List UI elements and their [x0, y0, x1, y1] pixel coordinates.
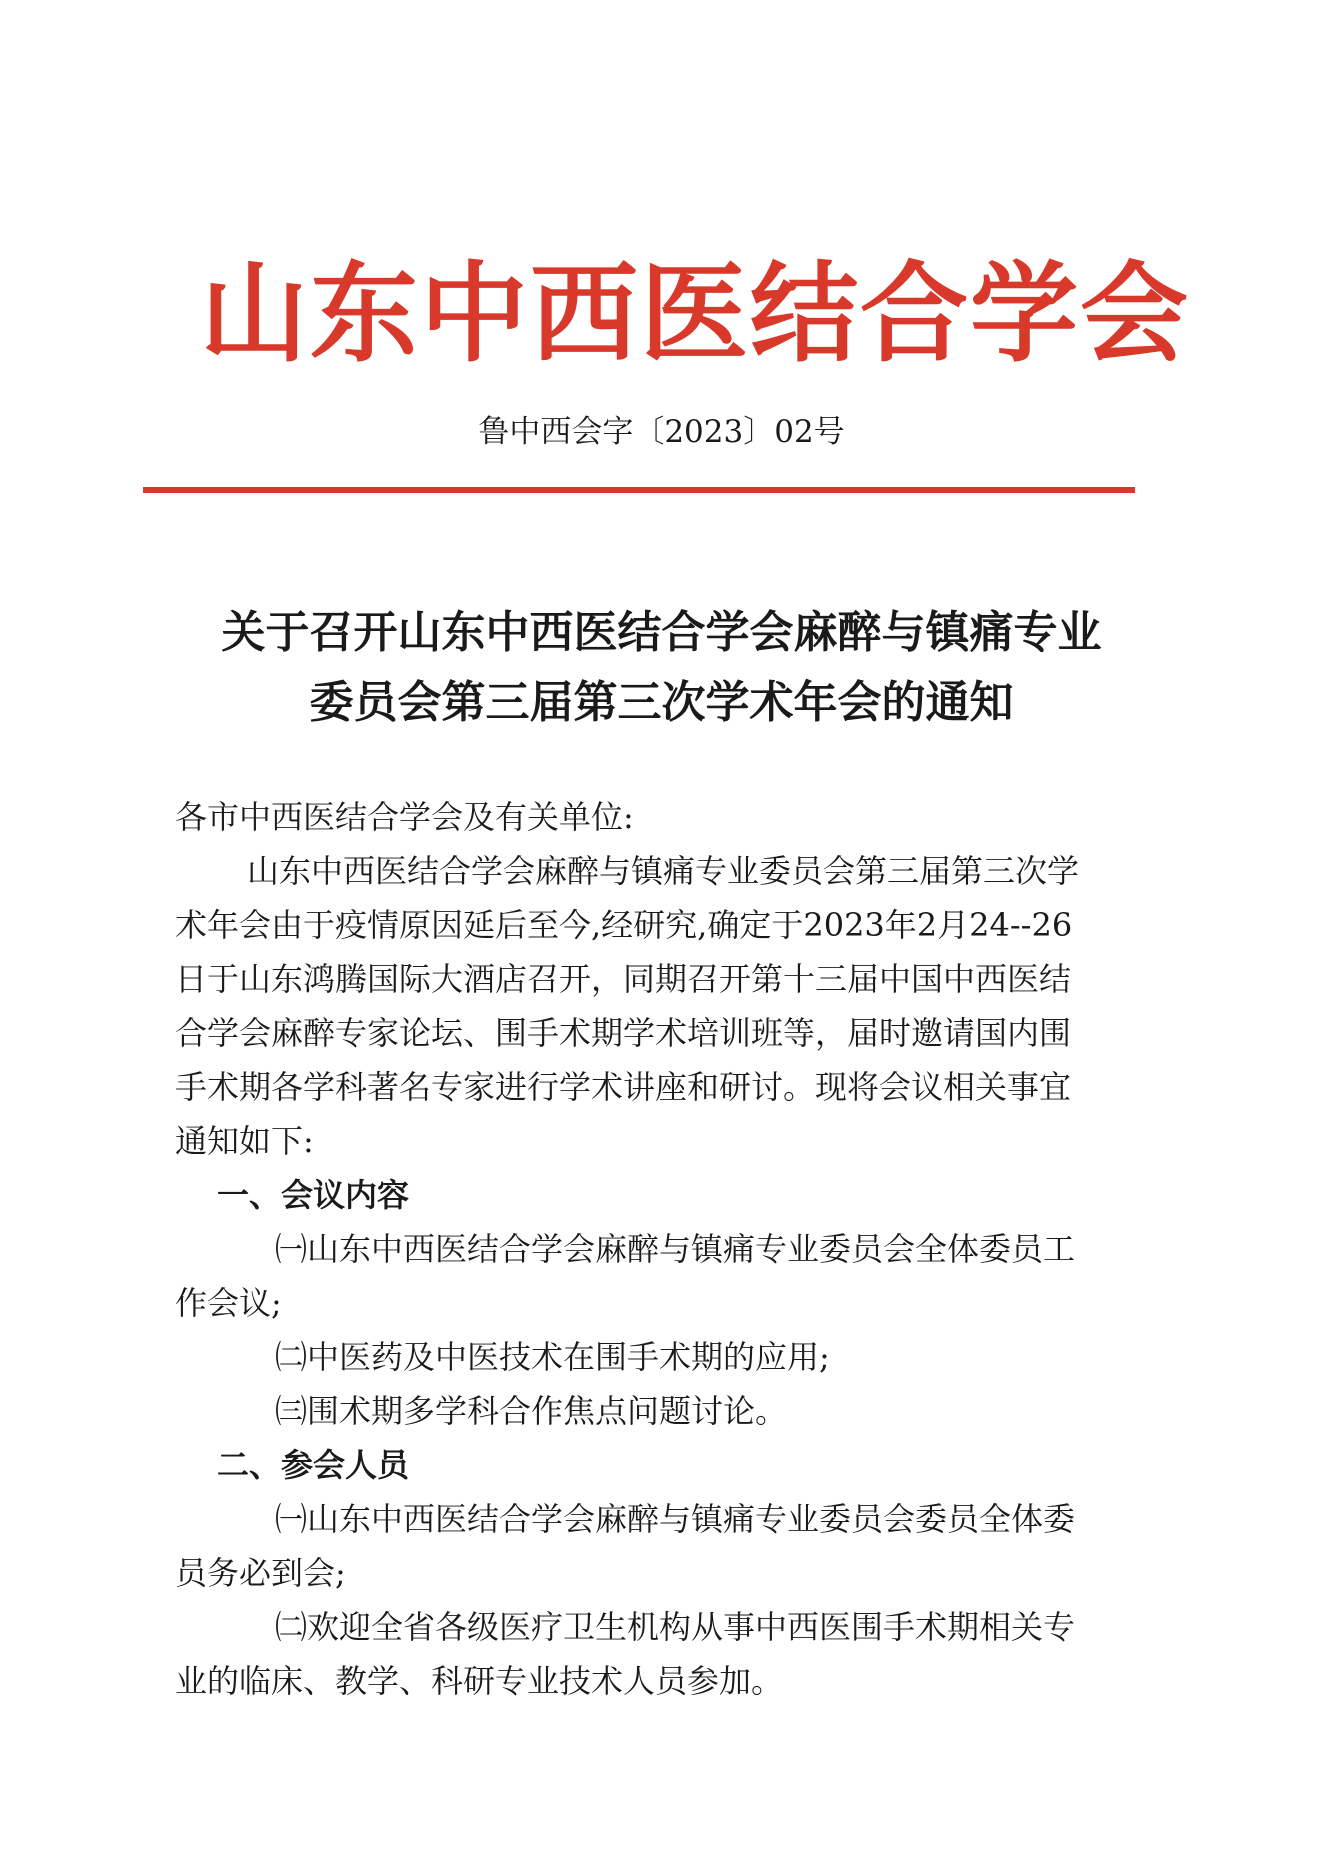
document-number: 鲁中西会字〔2023〕02号 [478, 414, 845, 450]
document-title [150, 598, 1173, 738]
list-item-continuation: 员务必到会; [175, 1554, 346, 1592]
intro-line-5: 手术期各学科著名专家进行学术讲座和研讨。现将会议相关事宜 [175, 1068, 1072, 1106]
list-item: ㈠山东中西医结合学会麻醉与镇痛专业委员会委员全体委 [275, 1500, 1076, 1538]
intro-line-2: 术年会由于疫情原因延后至今,经研究,确定于2023年2月24--26 [175, 906, 1073, 944]
list-item-continuation: 业的临床、教学、科研专业技术人员参加。 [175, 1662, 784, 1700]
intro-line-1: 山东中西医结合学会麻醉与镇痛专业委员会第三届第三次学 [247, 852, 1080, 890]
list-item: ㈡欢迎全省各级医疗卫生机构从事中西医围手术期相关专 [275, 1608, 1076, 1646]
list-item: ㈠山东中西医结合学会麻醉与镇痛专业委员会全体委员工 [275, 1230, 1076, 1268]
salutation: 各市中西医结合学会及有关单位: [175, 798, 634, 836]
organization-letterhead: 山东中西医结合学会 [200, 252, 1191, 377]
intro-line-4: 合学会麻醉专家论坛、围手术期学术培训班等，届时邀请国内围 [175, 1014, 1072, 1052]
title-line-1: 关于召开山东中西医结合学会麻醉与镇痛专业 [221, 607, 1102, 658]
section-attendees [175, 1438, 1155, 1708]
intro-line-3: 日于山东鸿腾国际大酒店召开，同期召开第十三届中国中西医结 [175, 960, 1072, 998]
list-item: ㈡中医药及中医技术在围手术期的应用; [275, 1338, 830, 1376]
list-item-continuation: 作会议; [175, 1284, 282, 1322]
section-meeting-content [175, 1168, 1155, 1438]
title-line-2: 委员会第三届第三次学术年会的通知 [309, 677, 1014, 728]
letterhead-divider [143, 487, 1135, 493]
section-heading: 一、会议内容 [217, 1176, 410, 1214]
section-heading: 二、参会人员 [217, 1446, 410, 1484]
intro-paragraph [175, 844, 1155, 1168]
intro-line-6: 通知如下: [175, 1122, 314, 1160]
list-item: ㈢围术期多学科合作焦点问题讨论。 [275, 1392, 788, 1430]
